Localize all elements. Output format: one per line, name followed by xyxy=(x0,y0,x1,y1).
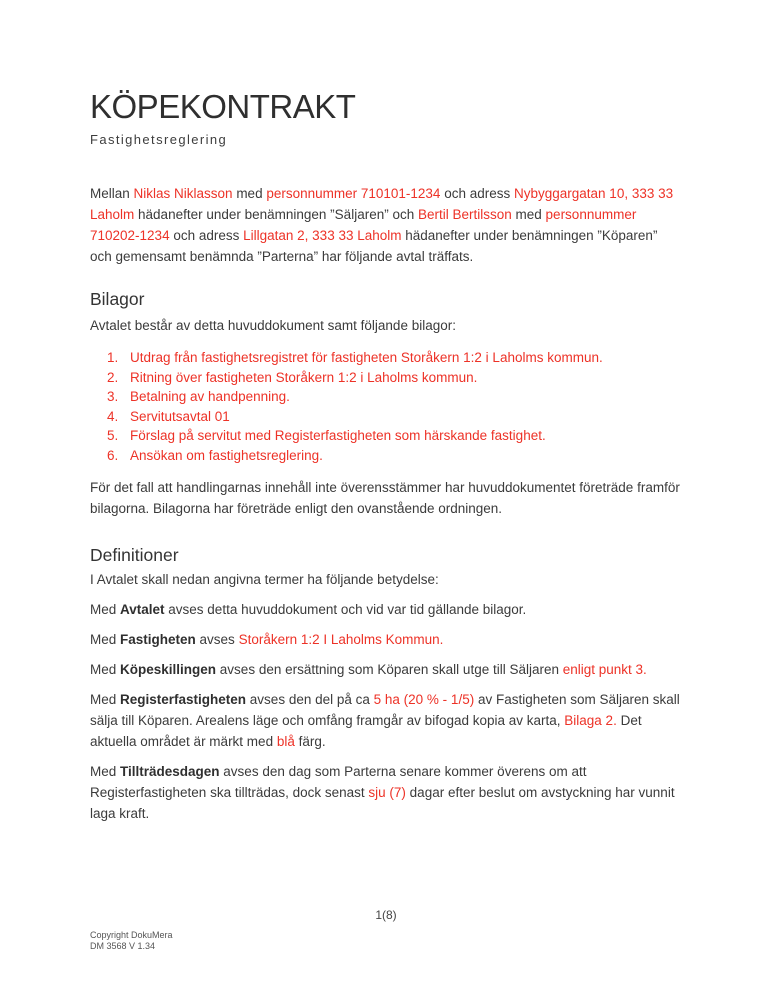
attachment-list-item: Servitutsavtal 01 xyxy=(130,408,230,424)
definition-avtalet xyxy=(90,599,682,620)
text-segment: personnummer 710202-1234 xyxy=(90,207,637,243)
text-segment: enligt punkt 3. xyxy=(562,662,647,677)
text-segment: avses detta huvuddokument och vid var tid gällande bilagor. xyxy=(164,602,527,617)
text-segment: Med xyxy=(90,602,121,617)
attachment-list xyxy=(90,348,682,465)
text-segment: Nybyggargatan 10, 333 33 Laholm xyxy=(90,186,674,222)
document-subtitle: Fastighetsreglering xyxy=(90,132,228,147)
priority-paragraph xyxy=(90,477,682,519)
attachment-list-item: Betalning av handpenning. xyxy=(130,389,290,404)
text-segment: dagar efter beslut om avstyckning har vunnit laga kraft. xyxy=(90,785,675,821)
attachment-list-item: Ritning över fastigheten Storåkern 1:2 i Laholms kommun. xyxy=(130,369,478,385)
text-segment: färg. xyxy=(294,734,326,749)
attachment-list-item: Ansökan om fastighetsreglering. xyxy=(130,447,323,463)
section-heading-bilagor: Bilagor xyxy=(90,289,145,309)
text-segment: Mellan xyxy=(90,186,134,201)
text-segment: Avtalet xyxy=(120,602,165,617)
parties-paragraph xyxy=(90,183,682,267)
definition-kopeskillingen xyxy=(90,659,682,680)
bilagor-intro-paragraph: Avtalet består av detta huvuddokument samt följande bilagor: xyxy=(90,318,456,333)
text-segment: avses den dag som Parterna senare kommer överens om att Registerfastigheten ska tillträdas, dock senast xyxy=(90,764,587,800)
text-segment: Tillträdesdagen xyxy=(120,764,220,779)
text-segment: hädanefter under benämningen ”Köparen” och gemensamt benämnda ”Parterna” har följande avtal träffats. xyxy=(90,228,658,264)
text-segment: Registerfastigheten xyxy=(120,692,247,707)
text-segment: avses den ersättning som Köparen skall utge till Säljaren xyxy=(216,662,563,677)
text-segment: För det fall att handlingarnas innehåll inte överensstämmer har huvuddokumentet företräde framför bilagorna. Bilagorna har företräde enligt den ovanstående ordningen. xyxy=(90,480,680,516)
text-segment: av Fastigheten som Säljaren skall sälja till Köparen. Arealens läge och omfång framgår av bifogad kopia av karta, xyxy=(90,692,680,728)
text-segment: blå xyxy=(276,734,295,749)
text-segment: Med xyxy=(90,632,121,647)
definition-registerfastigheten xyxy=(90,689,682,752)
text-segment: Storåkern 1:2 I Laholms Kommun. xyxy=(238,632,444,647)
footer-copyright xyxy=(90,930,173,952)
definitioner-intro-paragraph: I Avtalet skall nedan angivna termer ha följande betydelse: xyxy=(90,572,439,587)
text-segment: Niklas Niklasson xyxy=(133,186,233,201)
document-title: KÖPEKONTRAKT xyxy=(90,88,356,125)
document-content xyxy=(90,0,682,824)
text-segment: hädanefter under benämningen ”Säljaren” och xyxy=(134,207,418,222)
text-segment: Med xyxy=(90,764,121,779)
text-segment: Det aktuella området är märkt med xyxy=(90,713,642,749)
text-segment: personnummer 710101-1234 xyxy=(266,186,441,201)
attachment-list-item: Förslag på servitut med Registerfastigheten som härskande fastighet. xyxy=(130,428,546,443)
text-segment: med xyxy=(511,207,546,222)
text-segment: Med xyxy=(90,662,121,677)
copyright-line: Copyright DokuMera xyxy=(90,930,173,940)
text-segment: avses xyxy=(195,632,239,647)
text-segment: Med xyxy=(90,692,121,707)
text-segment: med xyxy=(232,186,267,201)
text-segment: Bertil Bertilsson xyxy=(417,207,512,222)
text-segment: och adress xyxy=(440,186,514,201)
page-number: 1(8) xyxy=(375,908,397,922)
definition-fastigheten xyxy=(90,629,682,650)
text-segment: avses den del på ca xyxy=(246,692,374,707)
attachment-list-item: Utdrag från fastighetsregistret för fastigheten Storåkern 1:2 i Laholms kommun. xyxy=(130,350,603,365)
text-segment: sju (7) xyxy=(368,785,406,800)
version-line: DM 3568 V 1.34 xyxy=(90,941,156,951)
text-segment: Köpeskillingen xyxy=(120,662,217,677)
text-segment: Fastigheten xyxy=(120,632,196,647)
definition-tilltradesdagen xyxy=(90,761,682,824)
text-segment: 5 ha (20 % - 1/5) xyxy=(373,692,475,707)
text-segment: och adress xyxy=(169,228,244,243)
text-segment: Bilaga 2. xyxy=(564,713,617,728)
section-heading-definitioner: Definitioner xyxy=(90,545,179,565)
text-segment: Lillgatan 2, 333 33 Laholm xyxy=(243,228,402,243)
